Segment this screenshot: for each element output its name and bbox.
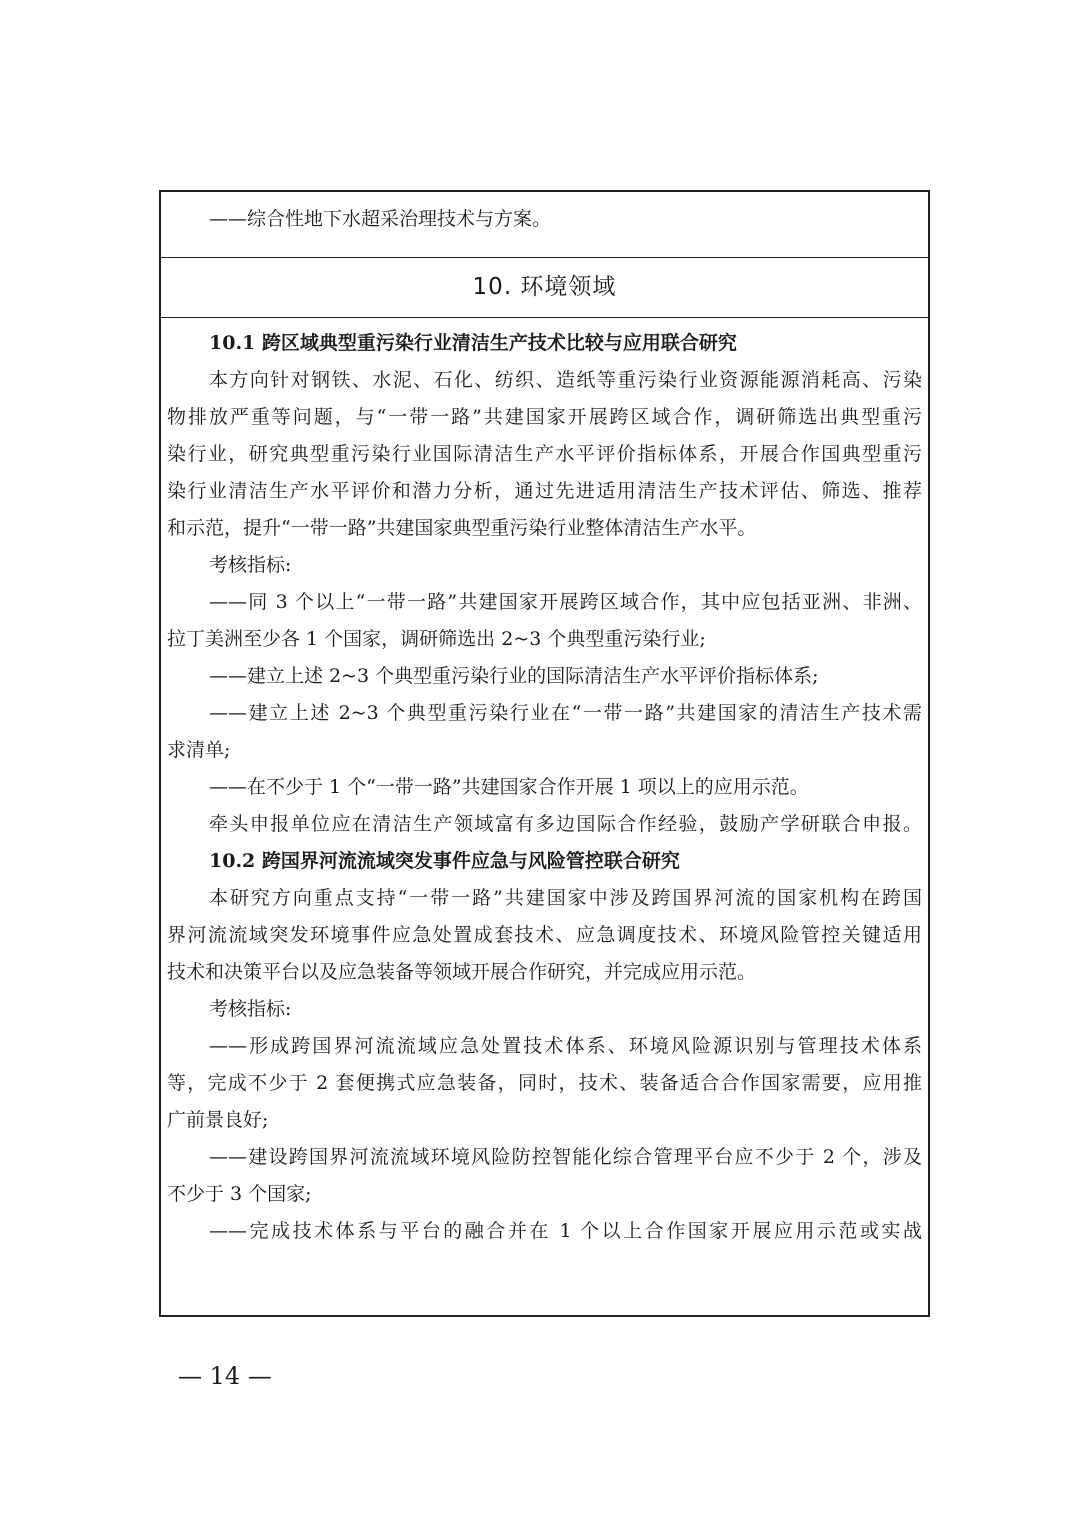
indicator-line: ——建设跨国界河流流域环境风险防控智能化综合管理平台应不少于 2 个，涉及 <box>209 1146 922 1168</box>
indicator-line: 求清单; <box>167 739 231 761</box>
content-table <box>159 190 930 1317</box>
paragraph-line: 界河流流域突发环境事件应急处置成套技术、应急调度技术、环境风险管控关键适用 <box>167 924 922 946</box>
paragraph-line: 本方向针对钢铁、水泥、石化、纺织、造纸等重污染行业资源能源消耗高、污染 <box>209 369 922 391</box>
assessment-label: 考核指标: <box>209 554 292 576</box>
previous-item-text: ——综合性地下水超采治理技术与方案。 <box>209 208 552 230</box>
paragraph-line: 本研究方向重点支持“一带一路”共建国家中涉及跨国界河流的国家机构在跨国 <box>209 887 922 909</box>
paragraph-line: 染行业，研究典型重污染行业国际清洁生产水平评价指标体系，开展合作国典型重污 <box>167 443 922 465</box>
indicator-line: 等，完成不少于 2 套便携式应急装备，同时，技术、装备适合合作国家需要，应用推 <box>167 1072 922 1094</box>
indicator-line: ——同 3 个以上“一带一路”共建国家开展跨区域合作，其中应包括亚洲、非洲、 <box>209 591 922 613</box>
indicator-line: ——完成技术体系与平台的融合并在 1 个以上合作国家开展应用示范或实战 <box>209 1220 922 1242</box>
indicator-line: 拉丁美洲至少各 1 个国家，调研筛选出 2~3 个典型重污染行业; <box>167 628 706 650</box>
indicator-line: ——建立上述 2~3 个典型重污染行业在“一带一路”共建国家的清洁生产技术需 <box>209 702 922 724</box>
table-row-previous-item <box>161 192 928 258</box>
applicant-requirement: 牵头申报单位应在清洁生产领域富有多边国际合作经验，鼓励产学研联合申报。 <box>209 813 922 835</box>
paragraph-line: 染行业清洁生产水平评价和潜力分析，通过先进适用清洁生产技术评估、筛选、推荐 <box>167 480 922 502</box>
subsection-title-10-1: 10.1 跨区域典型重污染行业清洁生产技术比较与应用联合研究 <box>209 332 737 354</box>
paragraph-line: 和示范，提升“一带一路”共建国家典型重污染行业整体清洁生产水平。 <box>167 517 757 539</box>
subsection-title-10-2: 10.2 跨国界河流流域突发事件应急与风险管控联合研究 <box>209 850 680 872</box>
assessment-label: 考核指标: <box>209 998 292 1020</box>
paragraph-line: 技术和决策平台以及应急装备等领域开展合作研究，并完成应用示范。 <box>167 961 757 983</box>
indicator-line: ——在不少于 1 个“一带一路”共建国家合作开展 1 项以上的应用示范。 <box>209 776 809 798</box>
page-number: — 14 — <box>178 1362 272 1390</box>
indicator-line: 广前景良好; <box>167 1109 269 1131</box>
indicator-line: ——建立上述 2~3 个典型重污染行业的国际清洁生产水平评价指标体系; <box>209 665 819 687</box>
indicator-line: 不少于 3 个国家; <box>167 1183 312 1205</box>
indicator-line: ——形成跨国界河流流域应急处置技术体系、环境风险源识别与管理技术体系 <box>209 1035 922 1057</box>
paragraph-line: 物排放严重等问题，与“一带一路”共建国家开展跨区域合作，调研筛选出典型重污 <box>167 406 922 428</box>
section-heading: 10. 环境领域 <box>161 257 928 318</box>
